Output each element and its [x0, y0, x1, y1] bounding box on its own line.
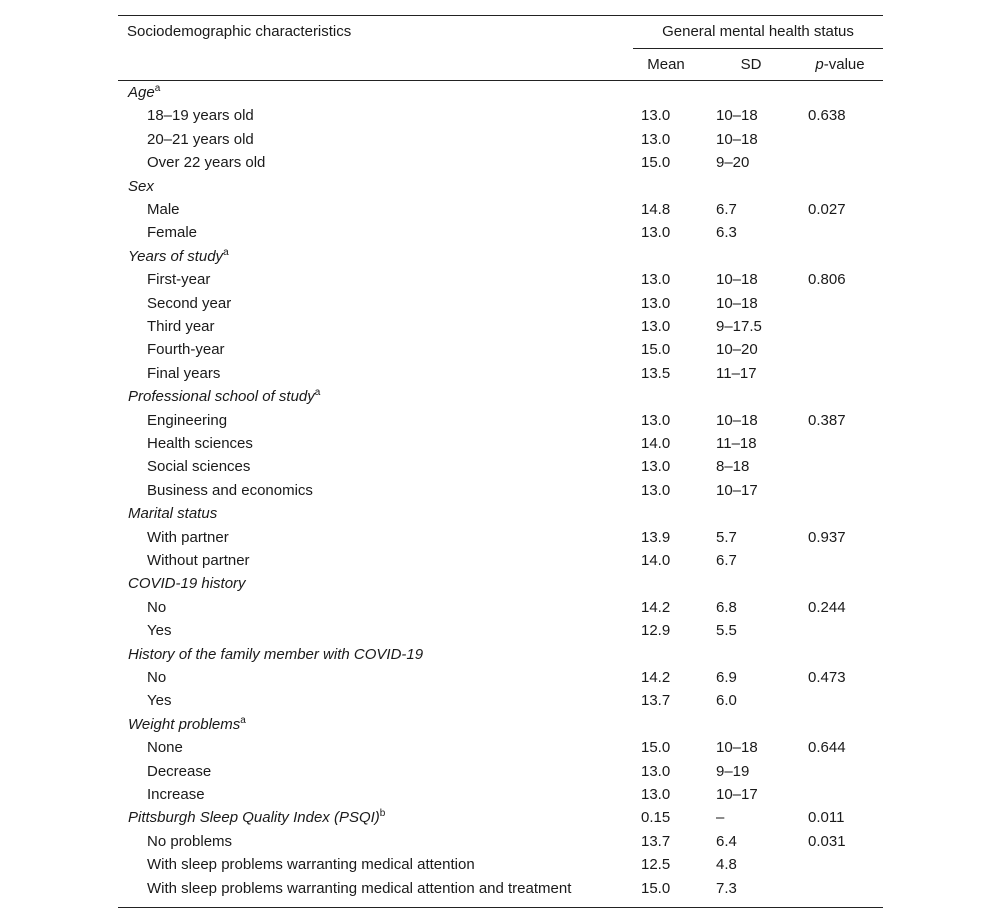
category-row	[118, 714, 883, 737]
category-row	[118, 807, 883, 830]
mean-value: 14.0	[641, 435, 671, 452]
column-header-p-value	[806, 56, 874, 74]
p-value: 0.027	[808, 201, 846, 218]
table-row	[118, 316, 883, 339]
row-label	[147, 786, 205, 803]
row-label	[147, 318, 215, 335]
label-text: Marital status	[128, 505, 218, 523]
category-label	[128, 84, 160, 101]
row-label	[147, 107, 254, 124]
label-text: Weight problems	[128, 715, 241, 733]
label-text: Health sciences	[147, 435, 253, 452]
row-label	[147, 669, 166, 686]
label-text: Yes	[147, 692, 172, 710]
row-label	[147, 529, 229, 546]
label-text: Sex	[128, 177, 154, 195]
row-label	[147, 412, 227, 429]
sd-value: 10–18	[716, 130, 758, 148]
label-text: 20–21 years old	[147, 130, 254, 148]
sd-value: 10–17	[716, 786, 758, 803]
sd-value: 9–20	[716, 154, 750, 172]
category-label	[128, 388, 320, 405]
p-value: 0.244	[808, 598, 846, 616]
p-value: 0.387	[808, 411, 846, 429]
sd-value: 11–17	[716, 364, 757, 382]
mean-value: 13.9	[641, 528, 671, 546]
p-value: 0.937	[808, 528, 846, 546]
mean-value: 15.0	[641, 341, 671, 359]
label-text: Age	[128, 84, 155, 101]
sd-value: 11–18	[716, 435, 757, 452]
sd-value: 5.5	[716, 622, 737, 640]
mean-value: 13.0	[641, 786, 671, 803]
row-label	[147, 482, 313, 499]
label-text: Fourth-year	[147, 341, 225, 359]
mean-value: 15.0	[641, 739, 671, 757]
p-suffix: -value	[823, 56, 865, 73]
p-value: 0.031	[808, 832, 846, 850]
column-group-header: General mental health status	[662, 23, 854, 40]
table-row	[118, 293, 883, 316]
sd-value: 10–18	[716, 294, 758, 312]
category-label	[128, 575, 246, 592]
label-text: Male	[147, 201, 180, 218]
row-label	[147, 622, 171, 639]
row-label	[147, 341, 225, 358]
table-row	[118, 831, 883, 854]
sd-value: 6.3	[716, 224, 737, 242]
sd-value: 9–17.5	[716, 318, 762, 335]
row-label	[147, 599, 166, 616]
row-label	[147, 224, 197, 241]
mean-value: 12.5	[641, 856, 671, 874]
label-text: Third year	[147, 318, 215, 335]
category-row	[118, 246, 883, 269]
category-row	[118, 386, 883, 409]
table-row	[118, 550, 883, 573]
label-text: Pittsburgh Sleep Quality Index (PSQI)	[128, 809, 380, 827]
sd-value: 4.8	[716, 856, 737, 874]
label-text: Female	[147, 224, 198, 242]
mean-value: 13.0	[641, 107, 671, 125]
mean-value: 14.2	[641, 598, 671, 616]
row-label	[147, 692, 171, 709]
label-text: 18–19 years old	[147, 107, 254, 125]
label-text: Over 22 years old	[147, 154, 266, 172]
label-text: History of the family member with COVID-19	[128, 645, 424, 663]
footnote-marker: a	[154, 83, 161, 94]
table-top-rule	[118, 15, 883, 16]
table-row	[118, 667, 883, 690]
column-header-characteristics: Sociodemographic characteristics	[127, 23, 352, 40]
mean-value: 13.7	[641, 832, 671, 850]
mean-value: 12.9	[641, 622, 671, 640]
category-label	[128, 809, 385, 826]
footnote-marker: a	[240, 714, 246, 726]
mean-value: 13.0	[641, 762, 671, 780]
label-text: Yes	[147, 622, 172, 640]
table-row	[118, 878, 883, 901]
category-label	[128, 505, 217, 522]
category-row	[118, 176, 883, 199]
category-label	[128, 716, 246, 733]
row-label	[147, 201, 180, 218]
label-text: Engineering	[147, 411, 228, 429]
mean-value: 13.0	[641, 481, 671, 499]
mean-value: 13.0	[641, 458, 671, 476]
p-value: 0.806	[808, 271, 846, 289]
sd-value: 7.3	[716, 879, 737, 897]
table-row	[118, 433, 883, 456]
category-label	[128, 178, 154, 195]
column-group-rule	[633, 48, 883, 49]
sd-value: 6.8	[716, 598, 737, 616]
mean-value: 13.0	[641, 294, 671, 312]
p-value: 0.473	[808, 669, 846, 686]
row-label	[147, 154, 265, 171]
table-row	[118, 152, 883, 175]
category-label	[128, 646, 423, 663]
category-label	[128, 248, 229, 265]
row-label	[147, 295, 231, 312]
sd-value: 8–18	[716, 458, 750, 476]
label-text: No	[147, 669, 167, 686]
table-row	[118, 737, 883, 760]
table-row	[118, 784, 883, 807]
table-row	[118, 363, 883, 386]
row-label	[147, 365, 220, 382]
sd-value: 5.7	[716, 528, 737, 546]
row-label	[147, 763, 211, 780]
row-label	[147, 271, 210, 288]
table-row	[118, 690, 883, 713]
label-text: With sleep problems warranting medical attention	[147, 856, 475, 874]
label-text: With sleep problems warranting medical attention and treatment	[147, 879, 572, 897]
table-row	[118, 620, 883, 643]
label-text: Business and economics	[147, 481, 313, 499]
mean-value: 15.0	[641, 879, 671, 897]
label-text: COVID-19 history	[128, 575, 246, 593]
mean-value: 14.2	[641, 669, 671, 686]
table-row	[118, 410, 883, 433]
sd-value: –	[716, 809, 725, 827]
category-row	[118, 644, 883, 667]
row-label	[147, 131, 254, 148]
mean-value: 13.0	[641, 130, 671, 148]
sd-value: 10–18	[716, 739, 758, 757]
label-text: Second year	[147, 294, 232, 312]
row-label	[147, 739, 183, 756]
footnote-marker: b	[379, 808, 386, 820]
mean-value: 0.15	[641, 809, 671, 827]
table-row	[118, 222, 883, 245]
p-value: 0.011	[808, 809, 845, 827]
table-row	[118, 456, 883, 479]
p-value: 0.644	[808, 739, 846, 757]
sd-value: 6.7	[716, 201, 737, 218]
label-text: Without partner	[147, 552, 250, 569]
p-value: 0.638	[808, 107, 846, 125]
mean-value: 13.0	[641, 224, 671, 242]
sd-value: 10–18	[716, 411, 758, 429]
row-label	[147, 856, 475, 873]
mean-value: 14.0	[641, 552, 671, 569]
label-text: Professional school of study	[128, 388, 315, 406]
table-row	[118, 269, 883, 292]
mean-value: 14.8	[641, 201, 671, 218]
sd-value: 6.0	[716, 692, 737, 710]
sd-value: 9–19	[716, 762, 750, 780]
column-header-mean: Mean	[647, 56, 685, 73]
sd-value: 10–17	[716, 481, 758, 499]
category-row	[118, 503, 883, 526]
label-text: Increase	[147, 786, 205, 803]
table-bottom-rule	[118, 907, 883, 908]
mean-value: 13.5	[641, 364, 671, 382]
label-text: With partner	[147, 528, 229, 546]
row-label	[147, 833, 232, 850]
table-row	[118, 597, 883, 620]
table-row	[118, 129, 883, 152]
label-text: None	[147, 739, 183, 757]
category-row	[118, 82, 883, 105]
row-label	[147, 552, 250, 569]
label-text: No	[147, 598, 167, 616]
p-letter: p	[815, 56, 824, 73]
table-row	[118, 761, 883, 784]
row-label	[147, 435, 253, 452]
sd-value: 6.7	[716, 552, 737, 569]
sd-value: 10–20	[716, 341, 758, 359]
category-row	[118, 573, 883, 596]
table-row	[118, 199, 883, 222]
table-row	[118, 480, 883, 503]
mean-value: 13.7	[641, 692, 671, 710]
label-text: Decrease	[147, 762, 212, 780]
mean-value: 15.0	[641, 154, 671, 172]
sd-value: 6.4	[716, 832, 737, 850]
label-text: First-year	[147, 271, 211, 289]
sd-value: 10–18	[716, 107, 758, 125]
row-label	[147, 880, 571, 897]
mean-value: 13.0	[641, 411, 671, 429]
label-text: Years of study	[128, 247, 224, 265]
sd-value: 10–18	[716, 271, 758, 289]
sd-value: 6.9	[716, 669, 737, 686]
row-label	[147, 458, 250, 475]
table-row	[118, 527, 883, 550]
header-rule	[118, 80, 883, 81]
table-row	[118, 105, 883, 128]
footnote-marker: a	[223, 246, 229, 258]
mean-value: 13.0	[641, 318, 671, 335]
label-text: Final years	[147, 364, 221, 382]
table-row	[118, 854, 883, 877]
label-text: Social sciences	[147, 458, 251, 476]
footnote-marker: a	[314, 387, 321, 399]
table-row	[118, 339, 883, 362]
label-text: No problems	[147, 832, 233, 850]
mean-value: 13.0	[641, 271, 671, 289]
column-header-sd: SD	[740, 56, 762, 73]
